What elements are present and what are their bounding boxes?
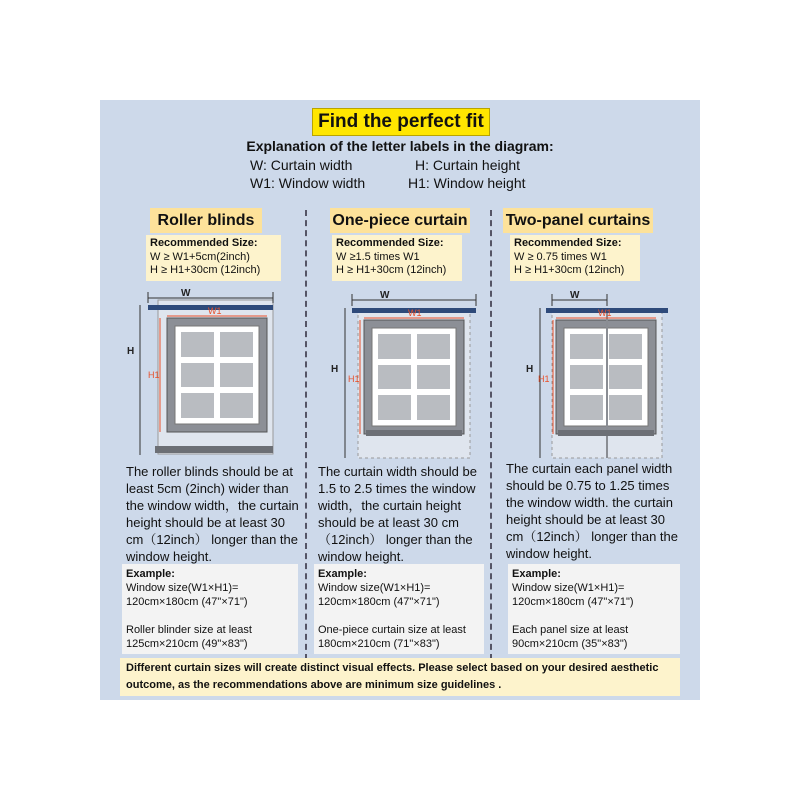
example-line: One-piece curtain size at least [318, 624, 466, 636]
explanation-heading: Explanation of the letter labels in the diagram: [246, 138, 554, 154]
example-line: Each panel size at least [512, 624, 629, 636]
example-line: Window size(W1×H1)= [512, 582, 625, 594]
label-w1: W1 [598, 308, 612, 318]
rec-line: W ≥ 0.75 times W1 [514, 250, 607, 263]
rec-heading: Recommended Size: [514, 237, 622, 249]
label-h1: H1 [348, 374, 360, 384]
roller-description: The roller blinds should be at least 5cm (2inch) wider than the window width，the curtain height should be at least 30 cm（12inch） longer than the window height. [126, 464, 299, 564]
rec-heading: Recommended Size: [150, 237, 258, 249]
legend-w1: W1: Window width [250, 175, 366, 191]
example-line: 120cm×180cm (47"×71") [318, 596, 440, 608]
example-line: 125cm×210cm (49"×83") [126, 638, 248, 650]
example-heading: Example: [318, 568, 367, 580]
label-h: H [127, 346, 135, 357]
label-w1: W1 [208, 306, 222, 316]
label-w: W [181, 288, 191, 299]
roller-blinds-diagram [140, 292, 273, 455]
legend-h: H: Curtain height [415, 157, 521, 173]
roller-blinds-title: Roller blinds [150, 208, 262, 233]
two-panel-example [508, 564, 680, 654]
rec-heading: Recommended Size: [336, 237, 444, 249]
roller-example [122, 564, 298, 654]
label-w: W [570, 290, 580, 301]
rec-line: H ≥ H1+30cm (12inch) [514, 264, 625, 276]
legend-w: W: Curtain width [250, 157, 353, 173]
size-guideline-note: Different curtain sizes will create distinct visual effects. Please select based on your desired aesthetic outcome, as the recommendations above are minimum size guidelines . [120, 658, 680, 696]
rec-line: W ≥ W1+5cm(2inch) [150, 250, 250, 263]
rec-line: H ≥ H1+30cm (12inch) [150, 264, 261, 276]
example-line: 180cm×210cm (71"×83") [318, 638, 440, 650]
label-w1: W1 [408, 308, 422, 318]
rec-line: W ≥1.5 times W1 [336, 250, 420, 263]
label-h: H [331, 364, 339, 375]
legend-h1: H1: Window height [408, 175, 526, 191]
example-line: Window size(W1×H1)= [318, 582, 431, 594]
page-title: Find the perfect fit [312, 108, 490, 136]
example-heading: Example: [126, 568, 175, 580]
one-piece-example [314, 564, 484, 654]
two-panel-description: The curtain each panel width should be 0.75 to 1.25 times the window width. the curtain height should be at least 30 cm（12inch） longer than the window height. [506, 461, 678, 561]
one-piece-curtain-title: One-piece curtain [330, 208, 470, 233]
label-h1: H1 [538, 374, 550, 384]
label-h1: H1 [148, 370, 160, 380]
example-line: Window size(W1×H1)= [126, 582, 239, 594]
example-heading: Example: [512, 568, 561, 580]
example-line: 120cm×180cm (47"×71") [512, 596, 634, 608]
example-line: 90cm×210cm (35"×83") [512, 638, 628, 650]
one-piece-diagram [345, 294, 476, 458]
label-h: H [526, 364, 534, 375]
two-panel-diagram [540, 294, 668, 458]
example-line: Roller blinder size at least [126, 624, 252, 636]
rec-line: H ≥ H1+30cm (12inch) [336, 264, 447, 276]
two-panel-curtains-title: Two-panel curtains [503, 208, 653, 233]
example-line: 120cm×180cm (47"×71") [126, 596, 248, 608]
label-w: W [380, 290, 390, 301]
one-piece-description: The curtain width should be 1.5 to 2.5 times the window width，the curtain height should be at least 30 cm（12inch） longer than the window height. [318, 464, 477, 564]
